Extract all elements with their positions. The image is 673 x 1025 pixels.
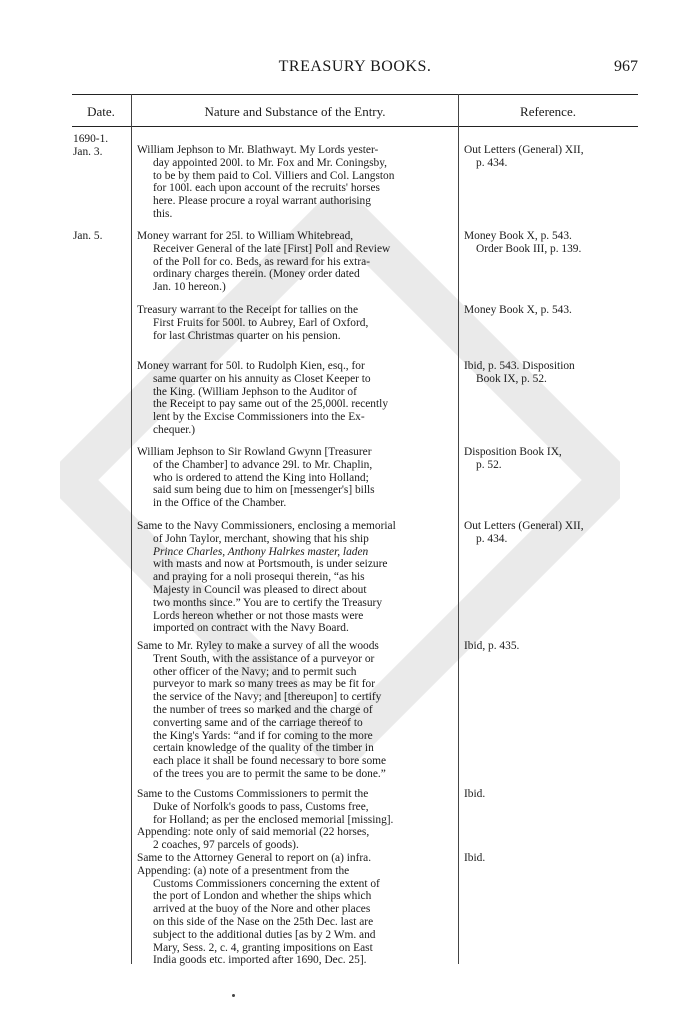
entry-text: William Jephson to Mr. Blathwayt. My Lords yester- day appointed 200l. to Mr. Fox and Mr. Coningsby, to be by them paid to Col. Villiers and Col. Langston for 100l. each upon account of the recruits' horses here. Please procure a royal warrant authorising this. [137, 144, 395, 220]
running-title: TREASURY BOOKS. [278, 58, 432, 75]
entry-reference: Ibid. [464, 788, 486, 800]
entry-date [73, 133, 129, 159]
entry-text: Same to the Customs Commissioners to permit the Duke of Norfolk's goods to pass, Customs free, for Holland; as per the enclosed memorial [missing]. Appending: note only of said memorial (22 horses, 2 coaches, 97 parcels of goods). [137, 788, 394, 852]
entry-text: Treasury warrant to the Receipt for tallies on the First Fruits for 500l. to Aubrey, Earl of Oxford, for last Christmas quarter on his pension. [137, 304, 369, 342]
entry-text: Money warrant for 50l. to Rudolph Kien, esq., for same quarter on his annuity as Closet Keeper to the King. (William Jephson to the Auditor of the Receipt to pay same out of the 25,000l. recently lent by the Excise Commissioners into the Ex- chequer.) [137, 360, 389, 436]
entry-date: Jan. 5. [73, 230, 103, 242]
entry-text: Same to the Navy Commissioners, enclosing a memorial of John Taylor, merchant, showing that his ship Prince Charles, Anthony Halrkes master, laden with masts and now at Portsmouth, is under seizure and praying for a noli prosequi therein, “as his Majesty in Council was pleased to direct about two months since.” You are to certify the Treasury Lords hereon whether or not those masts were imported on contract with the Navy Board. [137, 520, 396, 635]
entry-reference: Disposition Book IX, p. 52. [464, 446, 562, 471]
entry-reference: Out Letters (General) XII, p. 434. [464, 144, 584, 169]
entry-year: 1690-1. [73, 133, 109, 145]
entry-text: Same to Mr. Ryley to make a survey of all the woods Trent South, with the assistance of a purveyor or other officer of the Navy; and to permit such purveyor to mark so many trees as may be fit for the service of the Navy; and [thereupon] to certify the number of trees so marked and the charge of converting same and of the carriage thereof to the King's Yards: “and if for coming to the more certain knowledge of the quality of the timber in each place it shall be found necessary to bore some of the trees you are to permit the same to be done.” [137, 640, 387, 780]
column-header-nature: Nature and Substance of the Entry. [204, 104, 386, 119]
entry-reference: Money Book X, p. 543. [464, 304, 572, 316]
entry-reference: Out Letters (General) XII, p. 434. [464, 520, 584, 545]
column-header-reference: Reference. [520, 104, 576, 119]
entry-reference: Ibid, p. 435. [464, 640, 520, 652]
entry-text: William Jephson to Sir Rowland Gwynn [Treasurer of the Chamber] to advance 29l. to Mr. Chaplin, who is ordered to attend the King into Holland; said sum being due to him on [messenger's] bills in the Office of the Chamber. [137, 446, 375, 510]
page-mark [232, 994, 235, 997]
entry-text: Same to the Attorney General to report on (a) infra. Appending: (a) note of a presentment from the Customs Commissioners concerning the extent of the port of London and whether the ships which arrived at the buoy of the Nore and other places on this side of the Nase on the 25th Dec. last are subject to the additional duties [as by 2 Wm. and Mary, Sess. 2, c. 4, granting impositions on East India goods etc. imported after 1690, Dec. 25]. [137, 852, 380, 967]
entry-text: Money warrant for 25l. to William Whitebread, Receiver General of the late [First] Poll and Review of the Poll for co. Beds, as reward for his extra- ordinary charges therein. (Money order dated Jan. 10 hereon.) [137, 230, 391, 294]
header-bottom-rule [72, 126, 638, 127]
page-number: 967 [614, 58, 638, 75]
entry-reference: Money Book X, p. 543. Order Book III, p. 139. [464, 230, 582, 255]
entry-reference: Ibid. [464, 852, 486, 864]
column-divider-reference [458, 94, 459, 964]
column-divider-date [131, 94, 132, 964]
entry-reference: Ibid, p. 543. Disposition Book IX, p. 52. [464, 360, 575, 385]
entry-day: Jan. 3. [73, 145, 103, 158]
page-header [72, 58, 638, 80]
header-top-rule [72, 94, 638, 95]
column-header-date: Date. [87, 104, 115, 119]
